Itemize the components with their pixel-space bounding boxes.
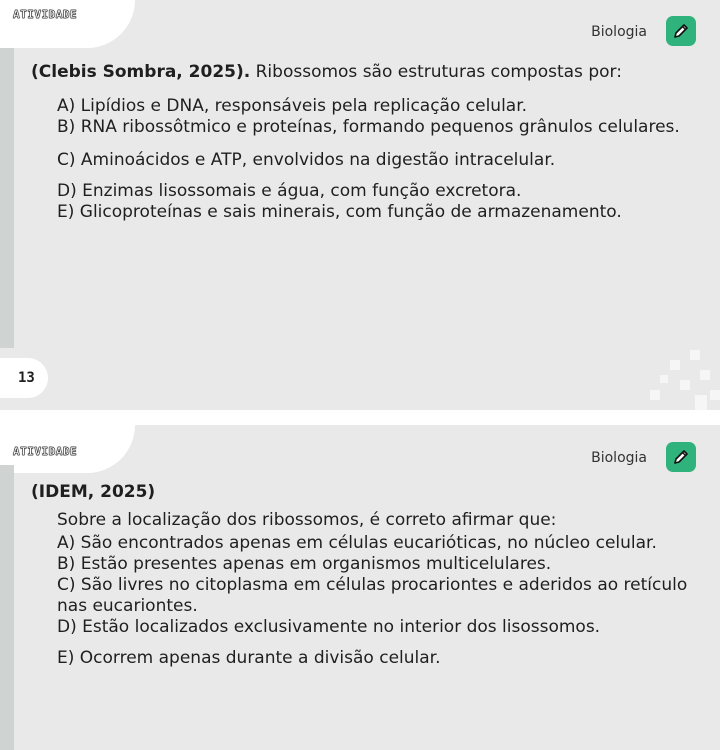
subject-label: Biologia [591, 24, 647, 40]
question-stem: Sobre a localização dos ribossomos, é correto afirmar que: [57, 510, 557, 530]
option-d: D) Enzimas lisossomais e água, com função excretora. [57, 181, 522, 201]
option-a: A) São encontrados apenas em células eucarióticas, no núcleo celular. [57, 533, 657, 553]
question-source: (Clebis Sombra, 2025). [31, 62, 251, 82]
options-list [31, 533, 702, 669]
question-block [31, 62, 702, 223]
option-e: E) Ocorrem apenas durante a divisão celular. [57, 648, 441, 668]
sidebar-bar [0, 465, 14, 750]
option-a: A) Lipídios e DNA, responsáveis pela replicação celular. [57, 96, 528, 116]
option-e: E) Glicoproteínas e sais minerais, com função de armazenamento. [57, 202, 622, 222]
question-stem: Ribossomos são estruturas compostas por: [255, 62, 622, 82]
pixel-decoration [610, 340, 720, 410]
activity-tag: ATIVIDADE [13, 8, 78, 21]
sidebar-bar [0, 48, 14, 348]
pencil-icon [666, 442, 696, 472]
option-d: D) Estão localizados exclusivamente no interior dos lisossomos. [57, 617, 601, 637]
question-header [31, 62, 702, 83]
option-b: B) Estão presentes apenas em organismos multicelulares. [57, 554, 552, 574]
subject-label: Biologia [591, 450, 647, 466]
activity-tag: ATIVIDADE [13, 445, 78, 458]
question-block [31, 482, 702, 669]
option-c: C) São livres no citoplasma em células procariontes e aderidos ao retículo nas eucariontes. [57, 575, 688, 616]
option-c: C) Aminoácidos e ATP, envolvidos na digestão intracelular. [57, 150, 556, 170]
activity-slide-2 [0, 425, 720, 750]
question-number: 13 [0, 358, 48, 398]
pencil-icon [666, 16, 696, 46]
question-source: (IDEM, 2025) [31, 482, 156, 502]
options-list [31, 96, 702, 223]
option-b: B) RNA ribossôtmico e proteínas, formando pequenos grânulos celulares. [57, 117, 680, 137]
